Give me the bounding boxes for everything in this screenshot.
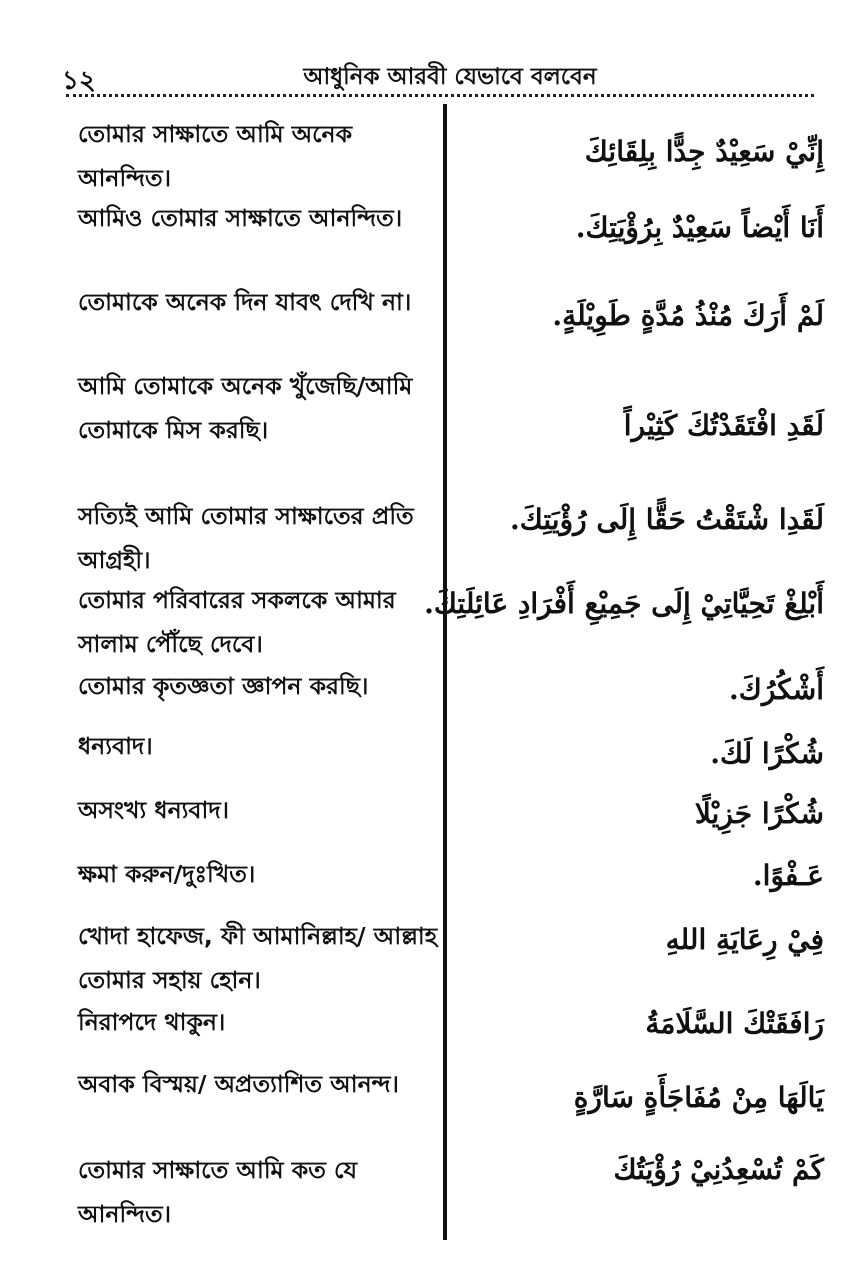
arabic-phrase: شُكْرًا جَزِيْلًا bbox=[694, 797, 824, 830]
arabic-phrase: يَالَهَا مِنْ مُفَاجَأَةٍ سَارَّةٍ bbox=[573, 1081, 824, 1114]
bengali-phrase: সত্যিই আমি তোমার সাক্ষাতের প্রতি আগ্রহী। bbox=[78, 502, 414, 574]
arabic-phrase: رَافَقَتْكَ السَّلَامَةُ bbox=[645, 1007, 824, 1040]
arabic-phrase: إِنِّيْ سَعِيْدٌ جِدًّا بِلِقَائِكَ bbox=[584, 135, 824, 168]
running-title: আধুনিক আরবী যেভাবে বলবেন bbox=[303, 64, 597, 90]
bengali-phrase: তোমাকে অনেক দিন যাবৎ দেখি না। bbox=[78, 288, 412, 316]
arabic-phrase: عَـفْوًا. bbox=[752, 859, 824, 892]
arabic-phrase: شُكْرًا لَكَ. bbox=[710, 737, 824, 770]
bengali-phrase: অবাক বিস্ময়/ অপ্রত্যাশিত আনন্দ। bbox=[78, 1070, 399, 1098]
arabic-phrase: أَنَا أَيْضاً سَعِيْدٌ بِرُؤْيَتِكَ. bbox=[575, 211, 824, 244]
page-number: ১২ bbox=[62, 66, 96, 96]
arabic-phrase: أَبْلِغْ تَحِيَّاتِيْ إِلَى جَمِيْعِ أَفْرَادِ عَائِلَتِكَ. bbox=[424, 587, 824, 620]
arabic-phrase: لَقَدِ افْتَقَدْتُكَ كَثِيْراً bbox=[623, 409, 824, 442]
bengali-phrase: খোদা হাফেজ, ফী আমানিল্লাহ/ আল্লাহ তোমার সহায় হোন। bbox=[78, 922, 438, 994]
header-dotted-rule bbox=[66, 94, 814, 97]
bengali-phrase: তোমার সাক্ষাতে আমি অনেক আনন্দিত। bbox=[78, 120, 353, 192]
arabic-phrase: كَمْ تُسْعِدُنِيْ رُؤْيَتُكَ bbox=[613, 1153, 824, 1186]
bengali-phrase: ক্ষমা করুন/দুঃখিত। bbox=[78, 860, 256, 888]
arabic-phrase: لَمْ أَرَكَ مُنْذُ مُدَّةٍ طَوِيْلَةٍ. bbox=[552, 299, 824, 332]
bengali-phrase: অসংখ্য ধন্যবাদ। bbox=[78, 796, 230, 824]
bengali-phrase: নিরাপদে থাকুন। bbox=[78, 1008, 226, 1036]
bengali-phrase: তোমার পরিবারের সকলকে আমার সালাম পৌঁছে দেবে। bbox=[78, 586, 396, 658]
arabic-phrase: أَشْكُرُكَ. bbox=[729, 673, 824, 706]
arabic-phrase: لَقَدِا شْتَقْتُ حَقًّا إِلَى رُؤْيَتِكَ. bbox=[509, 503, 824, 536]
bengali-phrase: আমিও তোমার সাক্ষাতে আনন্দিত। bbox=[78, 204, 403, 232]
arabic-phrase: فِيْ رِعَايَةِ اللهِ bbox=[665, 923, 824, 956]
bengali-phrase: আমি তোমাকে অনেক খুঁজেছি/আমি তোমাকে মিস করছি। bbox=[78, 372, 413, 444]
bengali-phrase: তোমার কৃতজ্ঞতা জ্ঞাপন করছি। bbox=[78, 672, 369, 700]
bengali-phrase: ধন্যবাদ। bbox=[78, 732, 153, 760]
bengali-phrase: তোমার সাক্ষাতে আমি কত যে আনন্দিত। bbox=[78, 1156, 358, 1228]
